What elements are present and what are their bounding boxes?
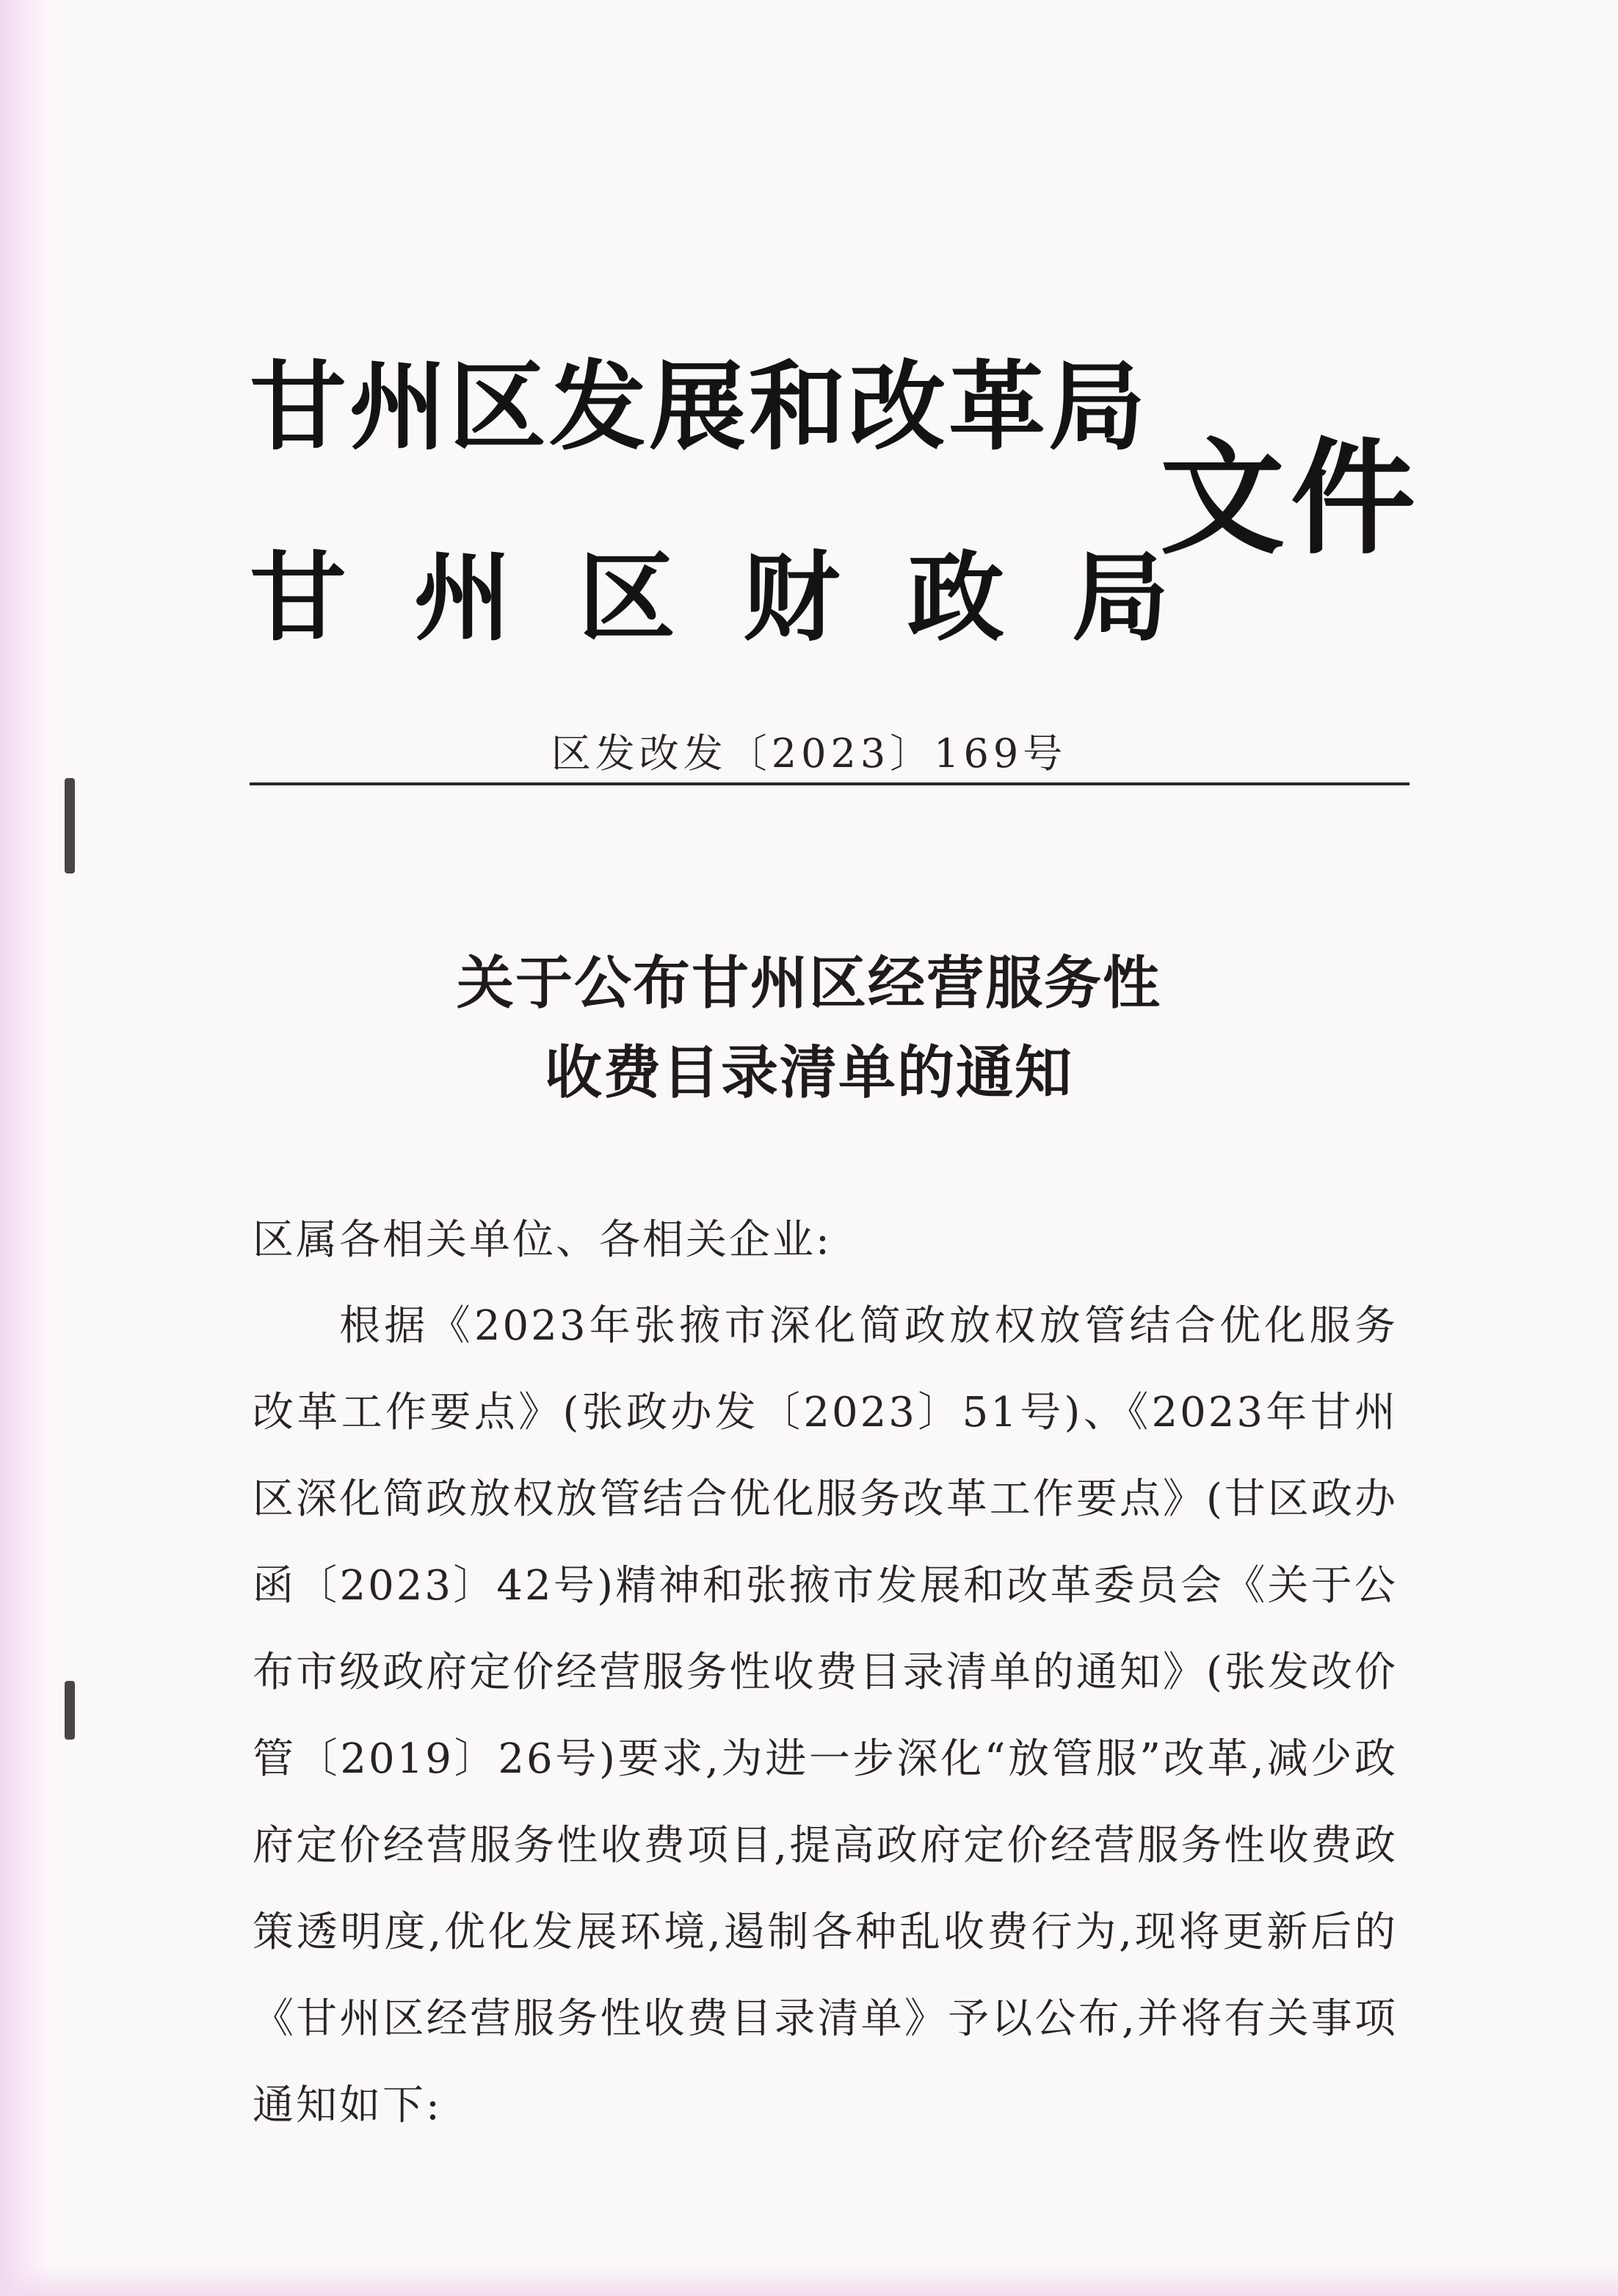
body-paragraph: 根据《2023年张掖市深化简政放权放管结合优化服务改革工作要点》(张政办发〔2023〕51号)、《2023年甘州区深化简政放权放管结合优化服务改革工作要点》(甘区政办函〔2023〕42号)精神和张掖市发展和改革委员会《关于公布市级政府定价经营服务性收费目录清单的通知》(张发改价管〔2019〕26号)要求,为进一步深化“放管服”改革,减少政府定价经营服务性收费项目,提高政府定价经营服务性收费政策透明度,优化发展环境,遏制各种乱收费行为,现将更新后的《甘州区经营服务性收费目录清单》予以公布,并将有关事项通知如下: bbox=[253, 1302, 1398, 2129]
issuer-line-1: 甘州区发展和改革局 bbox=[250, 351, 1148, 464]
scan-edge-left bbox=[0, 0, 51, 2296]
document-number: 区发改发〔2023〕169号 bbox=[551, 730, 1067, 777]
scan-binding-mark bbox=[65, 1681, 75, 1740]
header-divider bbox=[250, 782, 1410, 785]
scan-binding-mark bbox=[65, 778, 75, 873]
issuer-line-2: 甘州区财政局 bbox=[250, 542, 1236, 655]
document-header bbox=[250, 352, 1454, 675]
document-title-line-2: 收费目录清单的通知 bbox=[544, 1040, 1073, 1106]
salutation: 区属各相关单位、各相关企业: bbox=[253, 1216, 832, 1264]
scan-edge-bottom bbox=[0, 2267, 1618, 2296]
document-type-word: 文件 bbox=[1160, 426, 1422, 572]
document-title-line-1: 关于公布甘州区经营服务性 bbox=[456, 951, 1161, 1017]
